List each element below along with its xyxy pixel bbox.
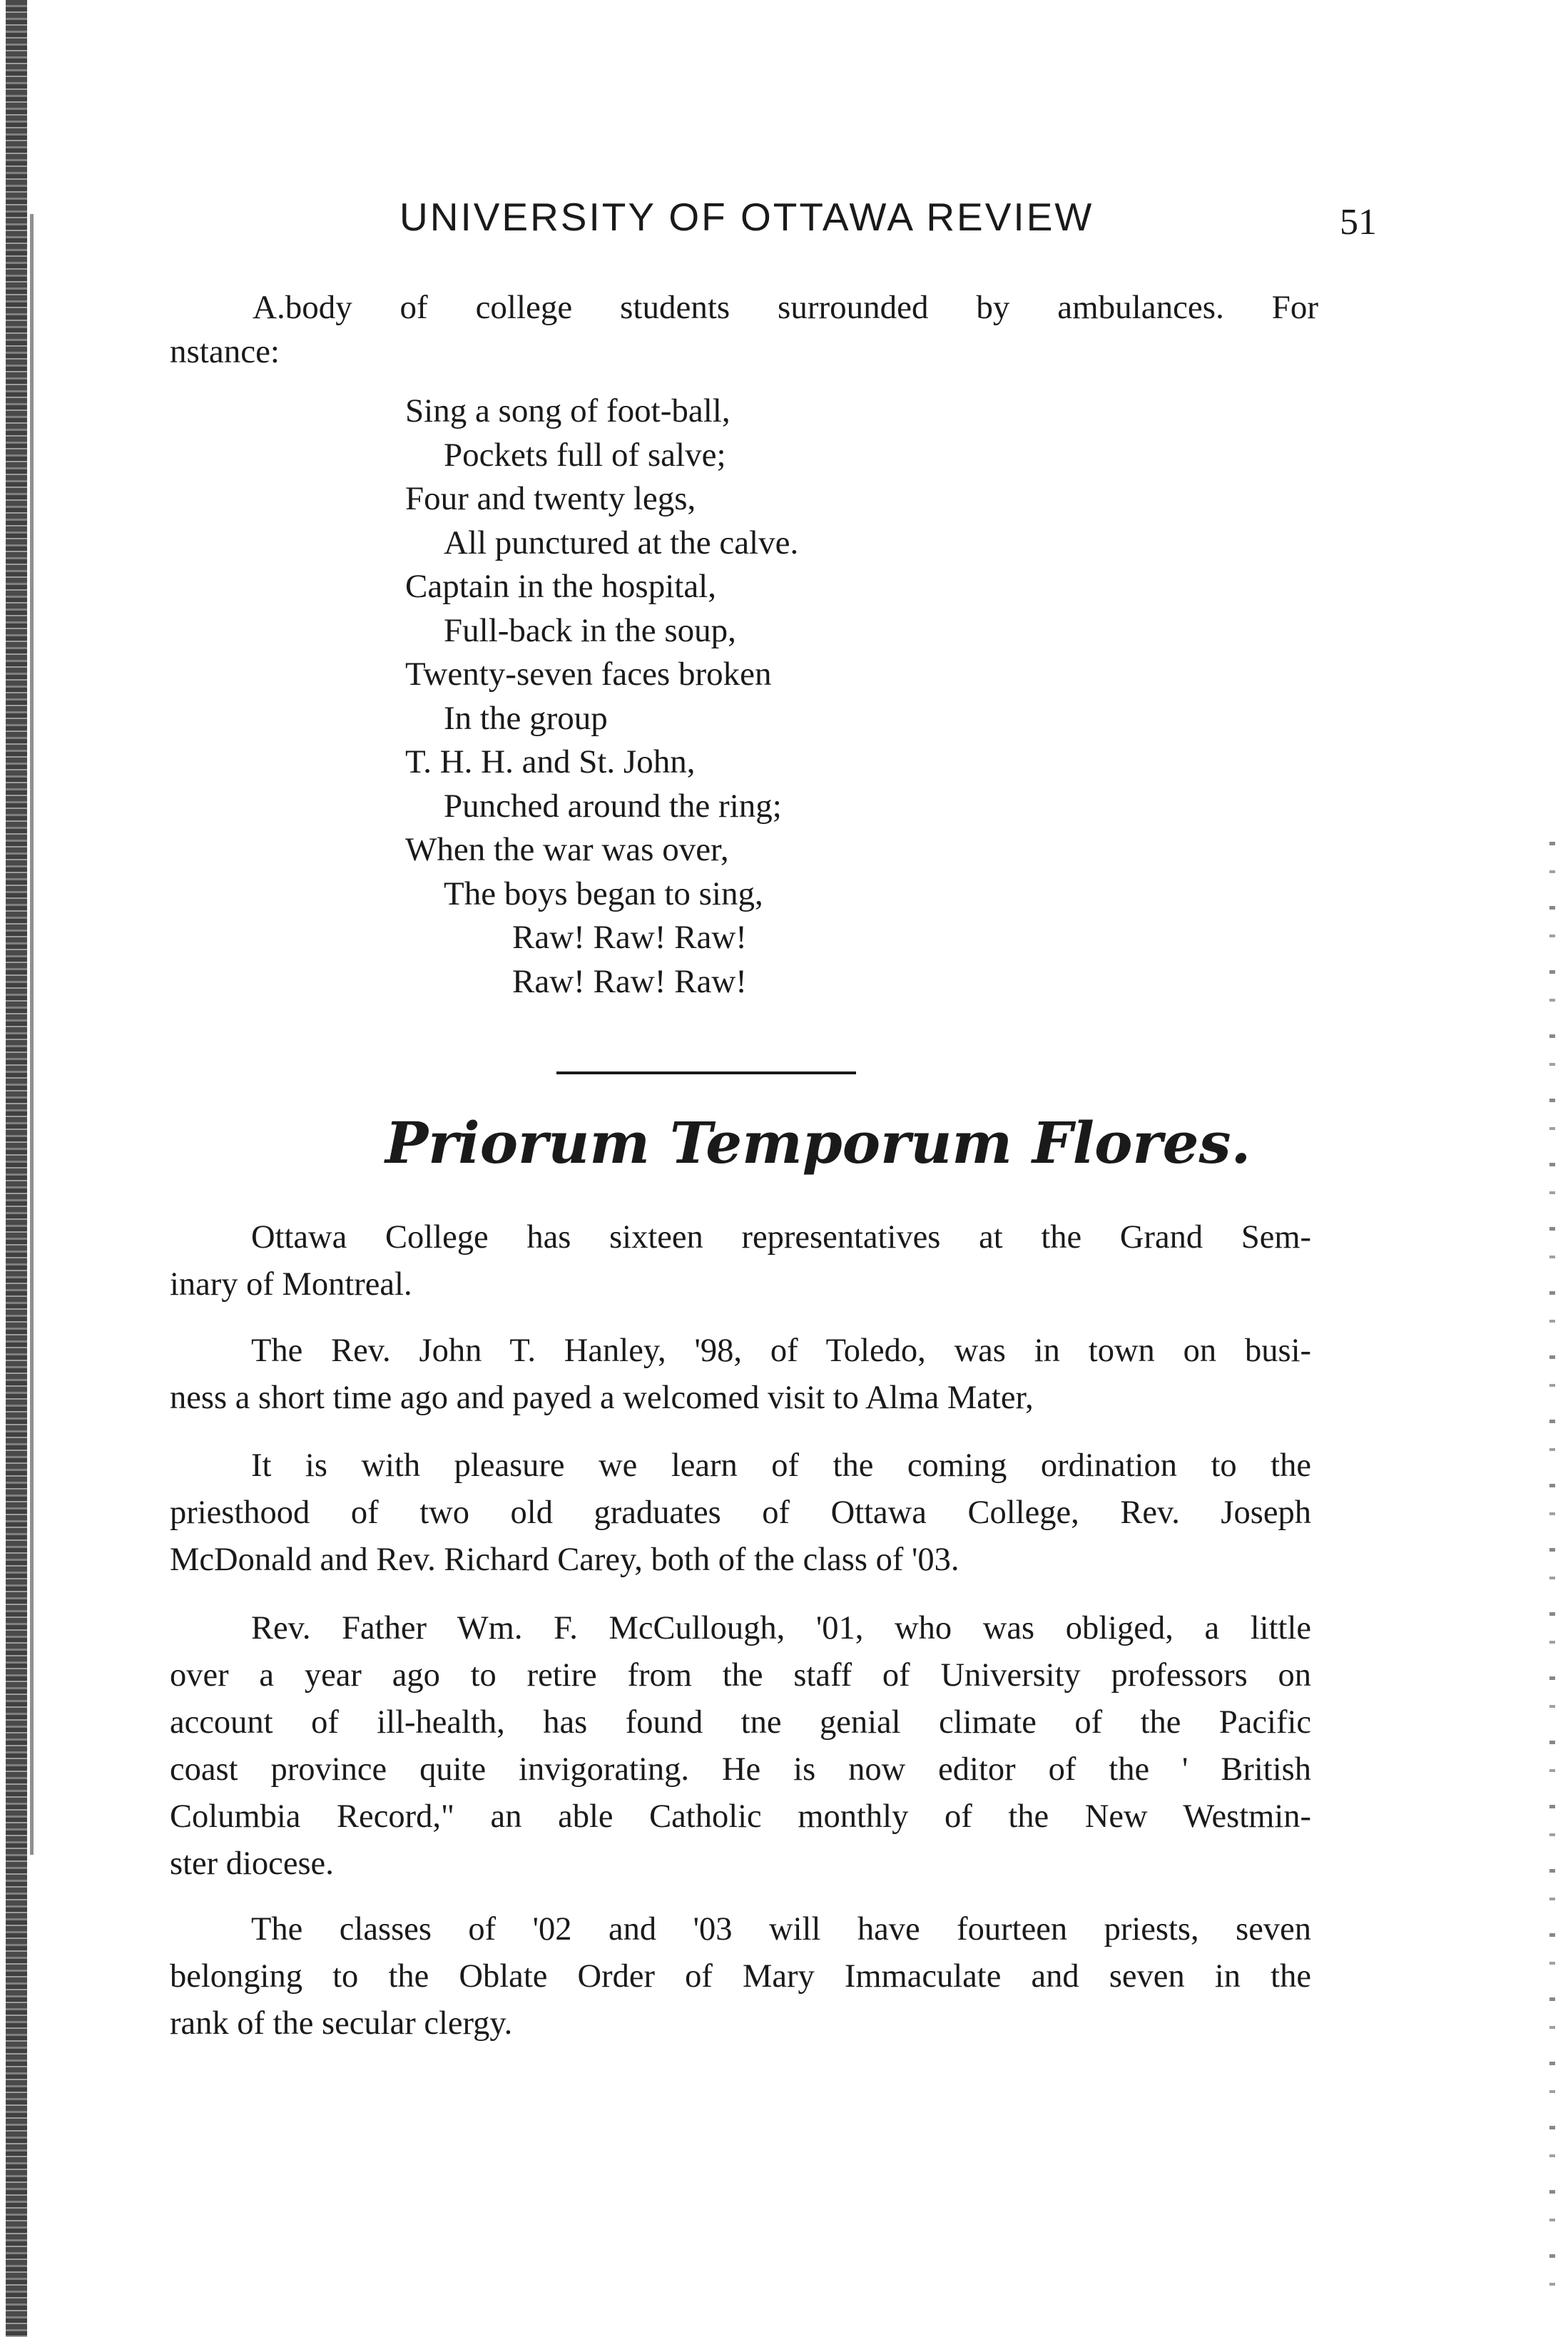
paragraph-line: inary of Montreal. — [170, 1266, 412, 1303]
poem-line: Pockets full of salve; — [444, 436, 726, 474]
news-paragraph — [170, 1906, 1311, 2047]
poem-line: The boys began to sing, — [444, 875, 763, 912]
news-paragraph — [170, 1214, 1311, 1308]
paragraph-line: Columbia Record," an able Catholic monthly of the New Westmin- — [170, 1798, 1311, 1835]
poem-line: In the group — [444, 699, 608, 737]
paragraph-line: account of ill-health, has found tne genial climate of the Pacific — [170, 1704, 1311, 1741]
paragraph-line: over a year ago to retire from the staff of University professors on — [170, 1657, 1311, 1694]
page-number: 51 — [1340, 202, 1377, 243]
paragraph-line: ster diocese. — [170, 1845, 334, 1882]
poem-line: Full-back in the soup, — [444, 611, 736, 649]
poem-line: Captain in the hospital, — [405, 568, 716, 605]
paragraph-line: priesthood of two old graduates of Ottawa College, Rev. Joseph — [170, 1495, 1311, 1531]
poem-line: Punched around the ring; — [444, 787, 782, 825]
paragraph-line: The classes of '02 and '03 will have fourteen priests, seven — [251, 1911, 1311, 1948]
section-divider — [556, 1071, 856, 1074]
intro-paragraph — [170, 285, 1318, 374]
paragraph-line: belonging to the Oblate Order of Mary Immaculate and seven in the — [170, 1958, 1311, 1995]
journal-title: UNIVERSITY OF OTTAWA REVIEW — [399, 195, 1094, 239]
binding-edge — [6, 0, 27, 2337]
news-paragraph — [170, 1328, 1311, 1422]
paragraph-line: Rev. Father Wm. F. McCullough, '01, who was obliged, a little — [251, 1610, 1311, 1646]
poem-line: Raw! Raw! Raw! — [512, 962, 747, 1000]
poem-line: All punctured at the calve. — [444, 524, 799, 561]
section-heading: Priorum Temporum Flores. — [385, 1109, 1251, 1176]
poem-line: Sing a song of foot-ball, — [405, 392, 730, 429]
intro-line: nstance: — [170, 333, 280, 370]
running-header — [399, 194, 1377, 251]
poem-line: T. H. H. and St. John, — [405, 743, 696, 780]
paragraph-line: McDonald and Rev. Richard Carey, both of the class of '03. — [170, 1542, 959, 1578]
paragraph-line: rank of the secular clergy. — [170, 2005, 513, 2042]
news-paragraph — [170, 1605, 1311, 1888]
news-paragraph — [170, 1442, 1311, 1584]
poem-line: When the war was over, — [405, 831, 729, 868]
intro-line: A.body of college students surrounded by ambulances. For — [253, 289, 1318, 326]
scan-speckle — [1549, 842, 1555, 2304]
paragraph-line: Ottawa College has sixteen representatives at the Grand Sem- — [251, 1219, 1311, 1256]
paragraph-line: ness a short time ago and payed a welcomed visit to Alma Mater, — [170, 1380, 1034, 1416]
poem-line: Four and twenty legs, — [405, 480, 696, 517]
football-poem — [405, 390, 1047, 1004]
paragraph-line: The Rev. John T. Hanley, '98, of Toledo, was in town on busi- — [251, 1333, 1311, 1369]
paragraph-line: It is with pleasure we learn of the coming ordination to the — [251, 1447, 1311, 1484]
paragraph-line: coast province quite invigorating. He is now editor of the ' British — [170, 1751, 1311, 1788]
poem-line: Twenty-seven faces broken — [405, 656, 772, 693]
poem-line: Raw! Raw! Raw! — [512, 919, 747, 956]
binding-shadow — [30, 214, 34, 1855]
